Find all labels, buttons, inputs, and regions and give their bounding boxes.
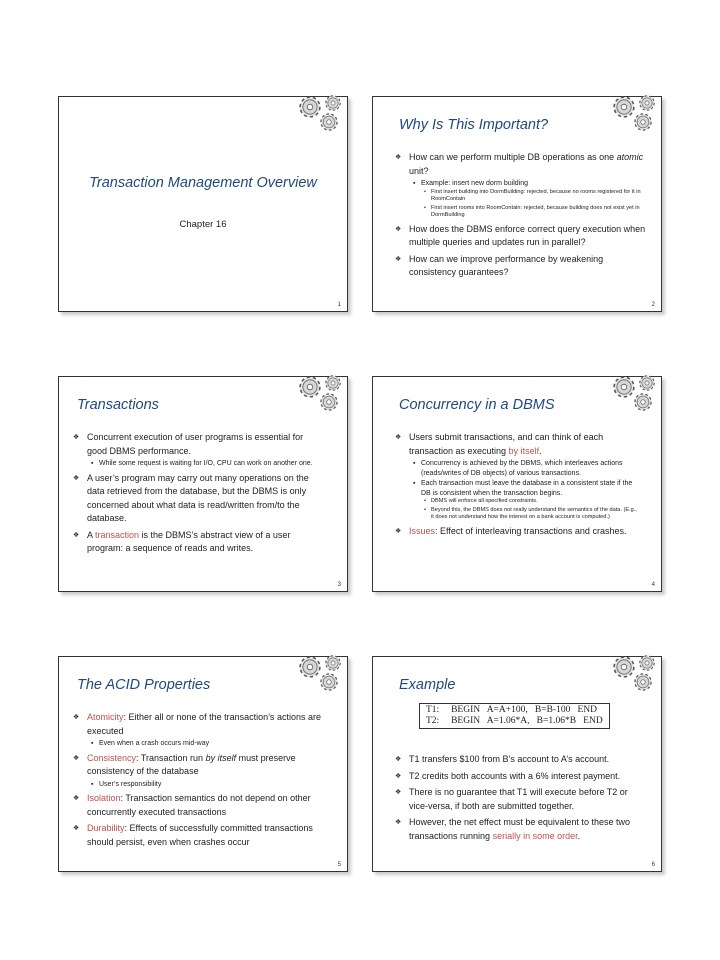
slide-title: Concurrency in a DBMS [399,397,555,413]
bullet-list [395,753,641,846]
slide-2 [372,96,662,312]
slide-number: 1 [337,302,341,308]
bullet: ❖ T1 transfers $100 from B’s account to A’s account. [395,753,641,767]
bullet: ❖ Atomicity: Either all or none of the transaction’s actions are executed ▪ Even when a crash occurs mid-way [73,711,321,749]
bullet: ❖ Consistency: Transaction run by itself must preserve consistency of the database ▪ User’s responsibility [73,752,321,790]
slide-number: 2 [651,302,655,308]
slide-number: 3 [337,582,341,588]
bullet: ❖ How can we improve performance by weakening consistency guarantees? [395,253,651,280]
sub-sub-bullet: • DBMS will enforce all specified constraints. [421,498,639,506]
slide-title: Transactions [77,397,159,413]
slide-4 [372,376,662,592]
bullet: ❖ A transaction is the DBMS’s abstract view of a user program: a sequence of reads and writes. [73,529,319,556]
gears-icon [293,93,351,135]
bullet: ❖ T2 credits both accounts with a 6% interest payment. [395,770,641,784]
bullet: ❖ However, the net effect must be equivalent to these two transactions running serially in some order. [395,816,641,843]
sub-bullet: ▪ Each transaction must leave the database in a consistent state if the DB is consistent when the transaction begins. • DBMS will enforce all specified constraints. • Beyond this, the DBMS does not really understand the semantics of the data. (E.g., it does not understand how the interest on a bank account is computed.) [409,479,639,522]
slide-subtitle: Chapter 16 [179,219,227,230]
bullet-list [73,711,321,852]
slide-number: 4 [651,582,655,588]
bullet: ❖ Isolation: Transaction semantics do not depend on other concurrently executed transactions [73,792,321,819]
slide-title: The ACID Properties [77,677,211,693]
transaction-box [419,703,610,729]
sub-bullet: ▪ Example: insert new dorm building • First insert building into DormBuilding: rejected, because no rooms registered for it in RoomContain • First insert rooms into RoomContain: rejected, because building does not exist yet in DormBuilding [409,179,651,220]
bullet: ❖ A user’s program may carry out many operations on the data retrieved from the database, but the DBMS is only concerned about what data is read/written from/to the database. [73,472,319,526]
gears-icon [607,93,665,135]
bullet: ❖ How can we perform multiple DB operations as one atomic unit? ▪ Example: insert new dorm building • First insert building into DormBuilding: rejected, because no rooms registered for it in RoomContain • First insert rooms into RoomContain: rejected, because building does not exist yet in DormBuilding [395,151,651,220]
sub-sub-bullet: • First insert rooms into RoomContain: rejected, because building does not exist yet in DormBuilding [421,205,651,220]
sub-sub-bullet: • First insert building into DormBuilding: rejected, because no rooms registered for it in RoomContain [421,189,651,204]
bullet: ❖ Issues: Effect of interleaving transactions and crashes. [395,525,639,539]
bullet-list [73,431,319,559]
bullet: ❖ Concurrent execution of user programs is essential for good DBMS performance. ▪ While some request is waiting for I/O, CPU can work on another one. [73,431,319,469]
gears-icon [607,373,665,415]
slide-number: 6 [651,862,655,868]
sub-bullet: ▪ Even when a crash occurs mid-way [87,739,321,749]
transaction-t1: T1: BEGIN A=A+100, B=B-100 END [426,705,597,715]
bullet-list [395,431,639,541]
bullet: ❖ Durability: Effects of successfully committed transactions should persist, even when crashes occur [73,822,321,849]
gears-icon [293,653,351,695]
slide-title: Why Is This Important? [399,117,549,133]
bullet: ❖ There is no guarantee that T1 will execute before T2 or vice-versa, if both are submitted together. [395,786,641,813]
sub-sub-bullet: • Beyond this, the DBMS does not really understand the semantics of the data. (E.g., it does not understand how the interest on a bank account is computed.) [421,507,639,522]
sub-bullet: ▪ User’s responsibility [87,780,321,790]
bullet: ❖ Users submit transactions, and can think of each transaction as executing by itself. ▪ Concurrency is achieved by the DBMS, which interleaves actions (reads/writes of DB objects) of various transactions. ▪ Each transaction must leave the database in a consistent state if the DB is consistent when the transaction begins. • DBMS will enforce all specified constraints. • Beyond this, the DBMS does not really understand the semantics of the data. (E.g., it does not understand how the interest on a bank account is computed.) [395,431,639,522]
slide-number: 5 [337,862,341,868]
sub-bullet: ▪ Concurrency is achieved by the DBMS, which interleaves actions (reads/writes of DB objects) of various transactions. [409,459,639,478]
transaction-t2: T2: BEGIN A=1.06*A, B=1.06*B END [426,716,603,726]
sub-bullet: ▪ While some request is waiting for I/O, CPU can work on another one. [87,459,319,469]
gears-icon [607,653,665,695]
slide-title: Transaction Management Overview [89,175,317,191]
slide-5 [58,656,348,872]
gears-icon [293,373,351,415]
bullet: ❖ How does the DBMS enforce correct query execution when multiple queries and updates run in parallel? [395,223,651,250]
bullet-list [395,151,651,283]
slide-3 [58,376,348,592]
slide-6 [372,656,662,872]
slide-1 [58,96,348,312]
slide-title: Example [399,677,456,693]
